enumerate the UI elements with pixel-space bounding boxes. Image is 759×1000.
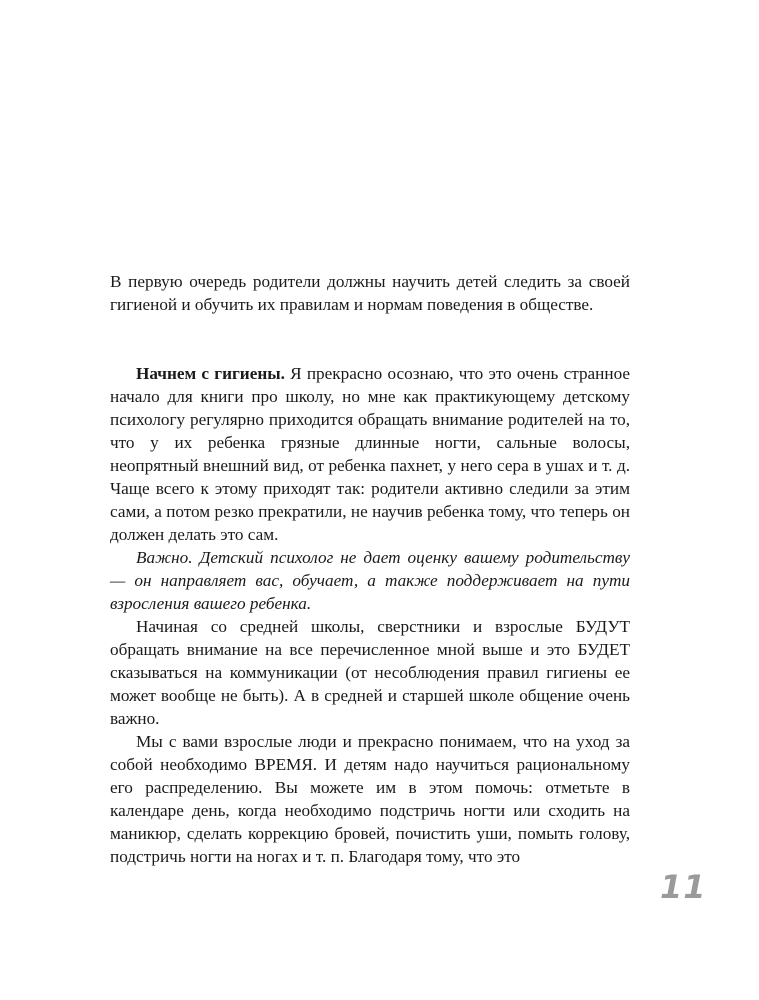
important-note: Важно. Детский психолог не дает оценку вашему родительству — он направляет вас, обучает, а также поддерживает на пути взросления вашего ребенка. [110, 548, 630, 613]
intro-block [110, 270, 630, 316]
time-paragraph: Мы с вами взрослые люди и прекрасно понимаем, что на уход за собой необходимо ВРЕМЯ. И детям надо научиться рациональному его распределению. Вы можете им в этом помочь: отметьте в календаре день, когда необходимо подстричь ногти или сходить на маникюр, сделать коррекцию бровей, почистить уши, помыть голову, подстричь ногти на ногах и т. п. Благодаря тому, что это [110, 732, 630, 866]
middle-school-paragraph: Начиная со средней школы, сверстники и взрослые БУДУТ обращать внимание на все перечисленное мной выше и это БУДЕТ сказываться на коммуникации (от несоблюдения правил гигиены ее может вообще не быть). А в средней и старшей школе общение очень важно. [110, 617, 630, 728]
hygiene-paragraph [110, 362, 630, 546]
page-number: 11 [660, 868, 707, 906]
main-text-block [110, 362, 630, 868]
hygiene-paragraph-text: Я прекрасно осознаю, что это очень странное начало для книги про школу, но мне как практикующему детскому психологу регулярно приходится обращать внимание родителей на то, что у их ребенка грязные длинные ногти, сальные волосы, неопрятный внешний вид, от ребенка пахнет, у него сера в ушах и т. д. Чаще всего к этому приходят так: родители активно следили за этим сами, а потом резко прекратили, не научив ребенка тому, что теперь он должен делать это сам. [110, 364, 631, 544]
hygiene-heading: Начнем с гигиены. [136, 364, 285, 383]
intro-paragraph: В первую очередь родители должны научить детей следить за своей гигиеной и обучить их правилам и нормам поведения в обществе. [110, 272, 630, 314]
